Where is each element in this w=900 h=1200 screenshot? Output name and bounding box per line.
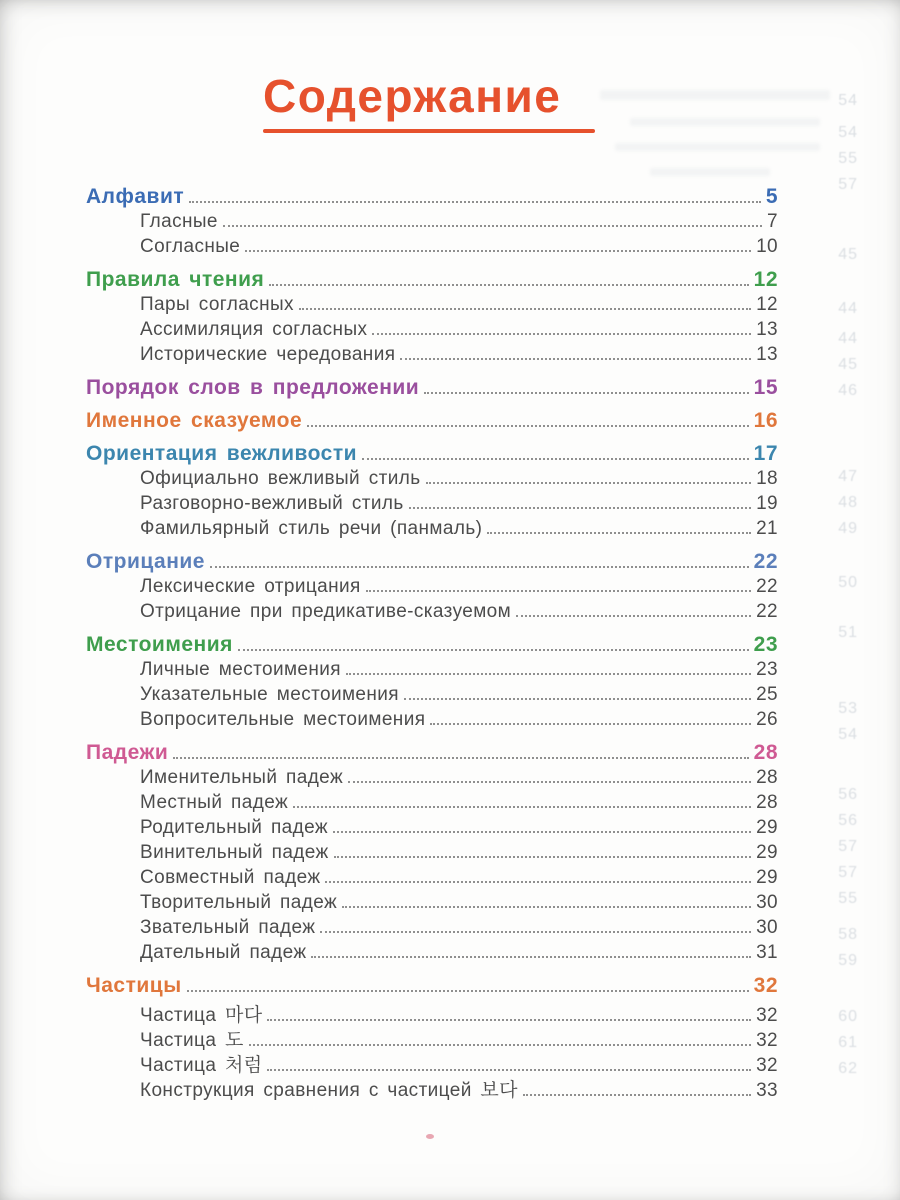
dot-leader (430, 723, 751, 725)
dot-leader (409, 507, 751, 509)
toc-entry (86, 817, 778, 842)
dot-leader (362, 458, 749, 460)
dot-leader (267, 1019, 751, 1021)
show-through-number: 45 (838, 246, 858, 263)
show-through-number: 51 (838, 624, 858, 641)
page-mark (426, 1134, 434, 1139)
show-through-number: 54 (838, 124, 858, 141)
show-through-number: 44 (838, 300, 858, 317)
toc-entry (86, 576, 778, 601)
dot-leader (424, 392, 748, 394)
toc-entry-label: Именительный падеж (140, 767, 344, 788)
toc-page-number: 22 (753, 550, 778, 573)
dot-leader (346, 673, 751, 675)
toc-section-heading (86, 741, 778, 767)
dot-leader (404, 698, 751, 700)
toc-page-number: 18 (756, 468, 778, 489)
toc-page-number: 33 (756, 1080, 778, 1101)
toc-page-number: 26 (756, 709, 778, 730)
toc-page-number: 29 (756, 867, 778, 888)
toc-section-heading (86, 376, 778, 402)
toc-entry-label: Исторические чередования (140, 344, 396, 365)
toc-page-number: 29 (756, 817, 778, 838)
toc-entry-label: Частица 처럼 (140, 1055, 263, 1076)
toc-page-number: 32 (753, 974, 778, 997)
toc-entry-label: Отрицание при предикативе-сказуемом (140, 601, 512, 622)
toc-entry-label: Конструкция сравнения с частицей 보다 (140, 1080, 518, 1101)
show-through-number: 50 (838, 574, 858, 591)
toc-entry (86, 684, 778, 709)
toc-page-number: 10 (756, 236, 778, 257)
toc-entry-label: Ассимиляция согласных (140, 319, 368, 340)
toc-page-number: 30 (756, 917, 778, 938)
toc-entry (86, 493, 778, 518)
title-underline (263, 129, 595, 133)
toc-entry (86, 468, 778, 493)
toc-entry-label: Официально вежливый стиль (140, 468, 421, 489)
dot-leader (516, 615, 751, 617)
toc-page-number: 28 (756, 792, 778, 813)
toc-page-number: 21 (756, 518, 778, 539)
toc-entry (86, 319, 778, 344)
toc-section-heading (86, 442, 778, 468)
toc-entry (86, 709, 778, 734)
dot-leader (223, 225, 762, 227)
dot-leader (366, 590, 751, 592)
dot-leader (372, 333, 751, 335)
toc-entry (86, 344, 778, 369)
toc-entry-label: Пары согласных (140, 294, 294, 315)
show-through-number: 55 (838, 150, 858, 167)
toc-entry (86, 1075, 778, 1100)
show-through-number: 61 (838, 1034, 858, 1051)
toc-entry (86, 518, 778, 543)
toc-page-number: 17 (753, 442, 778, 465)
toc-page-number: 31 (756, 942, 778, 963)
toc-page-number: 28 (756, 767, 778, 788)
show-through-number: 56 (838, 812, 858, 829)
dot-leader (245, 250, 751, 252)
toc-page-number: 23 (753, 633, 778, 656)
show-through-number: 54 (838, 726, 858, 743)
toc-entry (86, 1050, 778, 1075)
dot-leader (334, 856, 751, 858)
dot-leader (269, 284, 748, 286)
toc-entry (86, 1025, 778, 1050)
toc-page-number: 15 (753, 376, 778, 399)
dot-leader (267, 1069, 751, 1071)
toc-entry (86, 917, 778, 942)
toc-heading-label: Отрицание (86, 550, 205, 573)
dot-leader (523, 1094, 751, 1096)
show-through-number: 53 (838, 700, 858, 717)
show-through-number: 57 (838, 864, 858, 881)
toc-page-number: 30 (756, 892, 778, 913)
dot-leader (320, 931, 751, 933)
dot-leader (238, 649, 749, 651)
toc-entry (86, 867, 778, 892)
toc-heading-label: Именное сказуемое (86, 409, 303, 432)
toc-entry (86, 842, 778, 867)
toc-entry (86, 294, 778, 319)
toc-entry (86, 1000, 778, 1025)
dot-leader (342, 906, 751, 908)
toc-section-heading (86, 974, 778, 1000)
toc-page-number: 25 (756, 684, 778, 705)
dot-leader (210, 566, 749, 568)
toc-page-number: 29 (756, 842, 778, 863)
show-through-number: 59 (838, 952, 858, 969)
dot-leader (348, 781, 751, 783)
toc-heading-label: Порядок слов в предложении (86, 376, 420, 399)
toc-entry (86, 767, 778, 792)
show-through-number: 57 (838, 176, 858, 193)
toc-entry-label: Родительный падеж (140, 817, 328, 838)
toc-section-heading (86, 633, 778, 659)
toc-page-number: 16 (753, 409, 778, 432)
toc-entry (86, 601, 778, 626)
toc-heading-label: Местоимения (86, 633, 233, 656)
show-through-number: 45 (838, 356, 858, 373)
toc-page-number: 19 (756, 493, 778, 514)
toc-entry (86, 659, 778, 684)
show-through-layer (780, 0, 900, 1200)
toc-heading-label: Частицы (86, 974, 182, 997)
toc-entry (86, 892, 778, 917)
toc-heading-label: Падежи (86, 741, 169, 764)
show-through-number: 46 (838, 382, 858, 399)
toc-entry-label: Звательный падеж (140, 917, 316, 938)
toc-section-heading (86, 268, 778, 294)
show-through-number: 55 (838, 890, 858, 907)
toc-page-number: 22 (756, 576, 778, 597)
dot-leader (293, 806, 751, 808)
toc-entry-label: Лексические отрицания (140, 576, 361, 597)
toc-entry-label: Дательный падеж (140, 942, 307, 963)
show-through-number: 54 (838, 92, 858, 109)
toc-entry-label: Местный падеж (140, 792, 289, 813)
toc-page-number: 13 (756, 344, 778, 365)
toc-page-number: 12 (753, 268, 778, 291)
dot-leader (400, 358, 751, 360)
show-through-number: 60 (838, 1008, 858, 1025)
toc-page-number: 7 (767, 211, 778, 232)
page-title: Содержание (263, 70, 562, 122)
dot-leader (325, 881, 751, 883)
toc-entry-label: Указательные местоимения (140, 684, 399, 705)
toc-page-number: 5 (765, 185, 778, 208)
toc-entry-label: Вопросительные местоимения (140, 709, 426, 730)
toc-page-number: 32 (756, 1030, 778, 1051)
dot-leader (299, 308, 751, 310)
toc-page-number: 28 (753, 741, 778, 764)
toc-page-number: 23 (756, 659, 778, 680)
show-through-number: 56 (838, 786, 858, 803)
toc-section-heading (86, 550, 778, 576)
toc-entry (86, 792, 778, 817)
toc-entry-label: Согласные (140, 236, 241, 257)
show-through-number: 44 (838, 330, 858, 347)
dot-leader (311, 956, 751, 958)
toc-page-number: 12 (756, 294, 778, 315)
show-through-number: 57 (838, 838, 858, 855)
toc-heading-label: Алфавит (86, 185, 185, 208)
toc-heading-label: Правила чтения (86, 268, 265, 291)
toc-entry-label: Личные местоимения (140, 659, 341, 680)
toc-content (86, 70, 778, 1100)
dot-leader (249, 1044, 751, 1046)
show-through-number: 62 (838, 1060, 858, 1077)
toc-page-number: 13 (756, 319, 778, 340)
toc-entry-label: Фамильярный стиль речи (панмаль) (140, 518, 483, 539)
toc-list (86, 185, 778, 1100)
show-through-number: 58 (838, 926, 858, 943)
toc-page-number: 32 (756, 1055, 778, 1076)
toc-entry-label: Частица 도 (140, 1030, 244, 1051)
toc-entry-label: Творительный падеж (140, 892, 338, 913)
dot-leader (187, 990, 749, 992)
toc-entry-label: Совместный падеж (140, 867, 321, 888)
show-through-number: 47 (838, 468, 858, 485)
toc-section-heading (86, 185, 778, 211)
dot-leader (426, 482, 752, 484)
dot-leader (173, 757, 748, 759)
toc-page-number: 32 (756, 1005, 778, 1026)
toc-entry (86, 236, 778, 261)
toc-page-number: 22 (756, 601, 778, 622)
show-through-number: 49 (838, 520, 858, 537)
dot-leader (487, 532, 751, 534)
toc-entry-label: Разговорно-вежливый стиль (140, 493, 404, 514)
toc-section-heading (86, 409, 778, 435)
dot-leader (307, 425, 749, 427)
toc-heading-label: Ориентация вежливости (86, 442, 358, 465)
toc-entry-label: Частица 마다 (140, 1005, 263, 1026)
toc-entry-label: Винительный падеж (140, 842, 329, 863)
dot-leader (333, 831, 751, 833)
toc-entry-label: Гласные (140, 211, 218, 232)
toc-entry (86, 942, 778, 967)
show-through-number: 48 (838, 494, 858, 511)
dot-leader (189, 201, 761, 203)
toc-entry (86, 211, 778, 236)
